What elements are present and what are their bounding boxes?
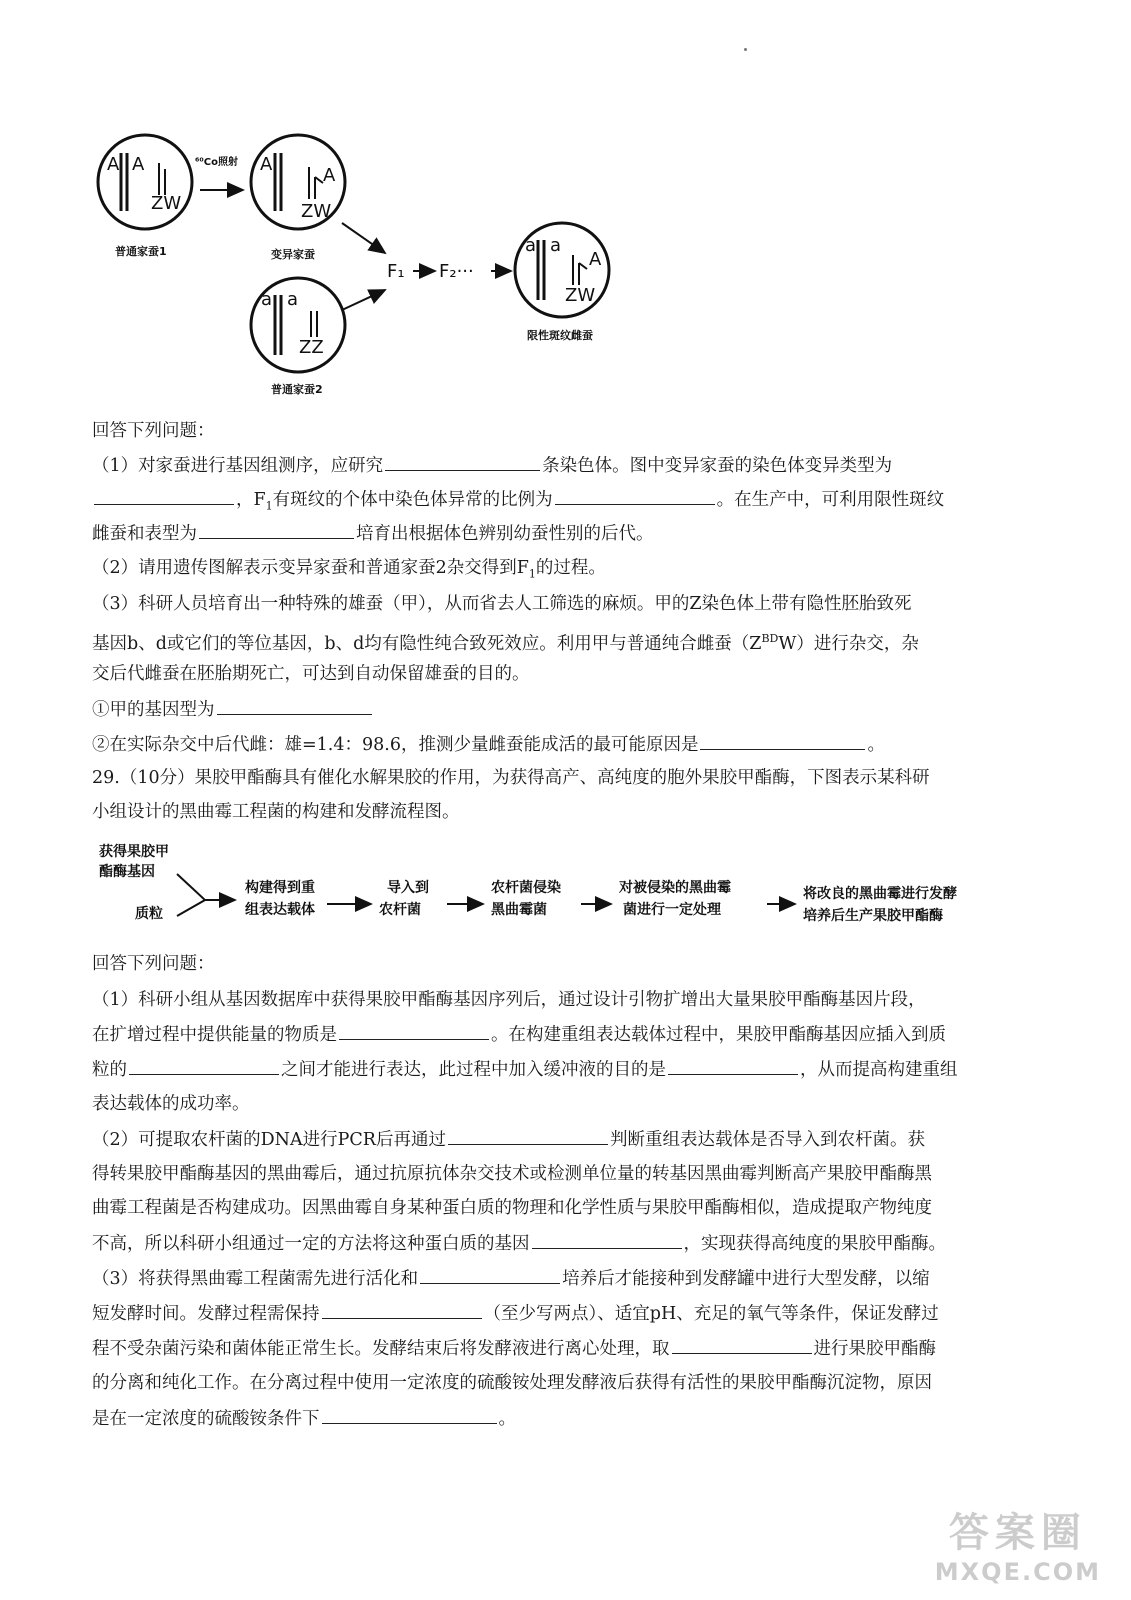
scan-dot [744, 48, 747, 51]
q28-part3-line3: 交后代雌蚕在胚胎期死亡，可达到自动保留雄蚕的目的。 [92, 664, 530, 684]
cell-caption: 普通家蚕2 [271, 383, 323, 396]
gene-label: A [132, 154, 145, 175]
answer-blank[interactable] [672, 1335, 812, 1354]
sex-chromosome-label: ZW [565, 285, 596, 306]
answer-blank[interactable] [199, 520, 354, 539]
answer-blank[interactable] [385, 452, 540, 471]
cell-caption: 限性斑纹雌蚕 [527, 329, 593, 342]
flow-step-3: 农杆菌侵染 [491, 880, 561, 896]
q29-part3-line5: 是在一定浓度的硫酸铵条件下 。 [92, 1405, 1039, 1432]
gene-label: A [260, 154, 273, 175]
q29-part1-line1: （1）科研小组从基因数据库中获得果胶甲酯酶基因序列后，通过设计引物扩增出大量果胶甲酯酶基因片段， [92, 990, 926, 1010]
silkworm-chromosome-diagram [95, 125, 655, 405]
answer-blank[interactable] [668, 1056, 798, 1075]
q28-part1-line3: 雌蚕和表型为 培育出根据体色辨别幼蚕性别的后代。 [92, 520, 1039, 547]
q29-part2-line1: （2）可提取农杆菌的DNA进行PCR后再通过 判断重组表达载体是否导入到农杆菌。获 [92, 1126, 1039, 1153]
flow-step-1: 构建得到重 [245, 880, 315, 896]
flow-input-gene: 获得果胶甲 [99, 844, 169, 860]
q28-part2: （2）请用遗传图解表示变异家蚕和普通家蚕2杂交得到$F_1$的过程。 [92, 558, 606, 581]
flow-step-1b: 组表达载体 [245, 902, 315, 918]
answer-blank[interactable] [322, 1300, 482, 1319]
fermentation-flow-chart [95, 838, 1040, 948]
gene-label: a [550, 235, 562, 256]
flow-step-2: 导入到 [387, 880, 429, 896]
q29-part3-line1: （3）将获得黑曲霉工程菌需先进行活化和 培养后才能接种到发酵罐中进行大型发酵，以缩 [92, 1265, 1039, 1292]
answer-blank[interactable] [420, 1265, 560, 1284]
answer-blank[interactable] [700, 731, 865, 750]
gene-label: a [287, 289, 299, 310]
q28-intro: 回答下列问题： [92, 421, 215, 441]
translocated-gene-label: A [589, 249, 602, 270]
q29-part3-line2: 短发酵时间。发酵过程需保持 （至少写两点）、适宜pH、充足的氧气等条件，保证发酵过 [92, 1300, 1039, 1327]
answer-blank[interactable] [322, 1405, 497, 1424]
cell-mutant-silkworm [251, 135, 345, 261]
cell-normal-silkworm-2 [251, 278, 345, 396]
site-watermark-logo [935, 1501, 1101, 1586]
q29-part1-line2: 在扩增过程中提供能量的物质是 。在构建重组表达载体过程中，果胶甲酯酶基因应插入到质 [92, 1021, 1039, 1048]
flow-step-4: 对被侵染的黑曲霉 [619, 880, 731, 896]
answer-blank[interactable] [339, 1021, 489, 1040]
answer-blank[interactable] [555, 486, 715, 505]
gene-label: A [107, 154, 120, 175]
f1-label: F₁ [387, 261, 405, 282]
f2-label: F₂··· [439, 261, 474, 282]
flow-input-plasmid: 质粒 [135, 906, 163, 922]
q29-header-line2: 小组设计的黑曲霉工程菌的构建和发酵流程图。 [92, 802, 460, 822]
q28-part3-i: ①甲的基因型为 [92, 696, 1039, 723]
flow-step-3b: 黑曲霉菌 [491, 902, 547, 918]
q29-header-line1: 29.（10分）果胶甲酯酶具有催化水解果胶的作用，为获得高产、高纯度的胞外果胶甲酯酶，下图表示某科研 [92, 768, 930, 788]
q29-part2-line4: 不高，所以科研小组通过一定的方法将这种蛋白质的基因 ，实现获得高纯度的果胶甲酯酶。 [92, 1230, 1039, 1257]
gene-label: a [525, 235, 537, 256]
sex-chromosome-label: ZZ [299, 337, 324, 358]
q29-part2-line3: 曲霉工程菌是否构建成功。因黑曲霉自身某种蛋白质的物理和化学性质与果胶甲酯酶相似，造成提取产物纯度 [92, 1198, 932, 1218]
q29-intro: 回答下列问题： [92, 954, 215, 974]
q28-part3-line1: （3）科研人员培育出一种特殊的雄蚕（甲），从而省去人工筛选的麻烦。甲的Z染色体上带有隐性胚胎致死 [92, 594, 912, 614]
watermark-url: MXQE.COM [934, 1558, 1101, 1586]
q29-part1-line3: 粒的 之间才能进行表达，此过程中加入缓冲液的目的是 ，从而提高构建重组 [92, 1056, 1039, 1083]
answer-blank[interactable] [217, 696, 372, 715]
translocated-gene-label: A [323, 165, 336, 186]
q28-part1-line1: （1）对家蚕进行基因组测序，应研究 条染色体。图中变异家蚕的染色体变异类型为 [92, 452, 1039, 479]
flow-step-2b: 农杆菌 [379, 902, 421, 918]
gene-label: a [261, 289, 273, 310]
radiation-label: ⁶⁰Co照射 [195, 157, 238, 168]
cell-caption: 变异家蚕 [271, 248, 315, 261]
cell-normal-silkworm-1 [98, 135, 192, 258]
flow-step-5: 将改良的黑曲霉进行发酵 [803, 886, 957, 902]
sex-chromosome-label: ZW [301, 201, 332, 222]
answer-blank[interactable] [94, 486, 234, 505]
q28-part1-line2: ，$F_1$有斑纹的个体中染色体异常的比例为 。在生产中，可利用限性斑纹 [92, 486, 1039, 520]
q29-part3-line4: 的分离和纯化工作。在分离过程中使用一定浓度的硫酸铵处理发酵液后获得有活性的果胶甲酯酶沉淀物，原因 [92, 1373, 932, 1393]
watermark-cn: 答案圈 [948, 1510, 1087, 1556]
cell-caption: 普通家蚕1 [115, 245, 167, 258]
flow-input-gene-2: 酯酶基因 [99, 864, 155, 880]
answer-blank[interactable] [448, 1126, 608, 1145]
q28-part3-ii: ②在实际杂交中后代雌：雄=1.4：98.6，推测少量雌蚕能成活的最可能原因是 。 [92, 731, 1039, 758]
q29-part1-line4: 表达载体的成功率。 [92, 1094, 250, 1114]
q29-part2-line2: 得转果胶甲酯酶基因的黑曲霉后，通过抗原抗体杂交技术或检测单位量的转基因黑曲霉判断高产果胶甲酯酶黑 [92, 1164, 932, 1184]
answer-blank[interactable] [532, 1230, 682, 1249]
flow-step-4b: 菌进行一定处理 [623, 902, 721, 918]
cell-sex-limited-female [515, 223, 609, 342]
q29-part3-line3: 程不受杂菌污染和菌体能正常生长。发酵结束后将发酵液进行离心处理，取 进行果胶甲酯酶 [92, 1335, 1039, 1362]
sex-chromosome-label: ZW [151, 193, 182, 214]
q28-part3-line2: 基因b、d或它们的等位基因，b、d均有隐性纯合致死效应。利用甲与普通纯合雌蚕$(Z^{BD}W)$进行杂交，杂 [92, 632, 919, 654]
flow-step-5b: 培养后生产果胶甲酯酶 [803, 908, 943, 924]
answer-blank[interactable] [129, 1056, 279, 1075]
